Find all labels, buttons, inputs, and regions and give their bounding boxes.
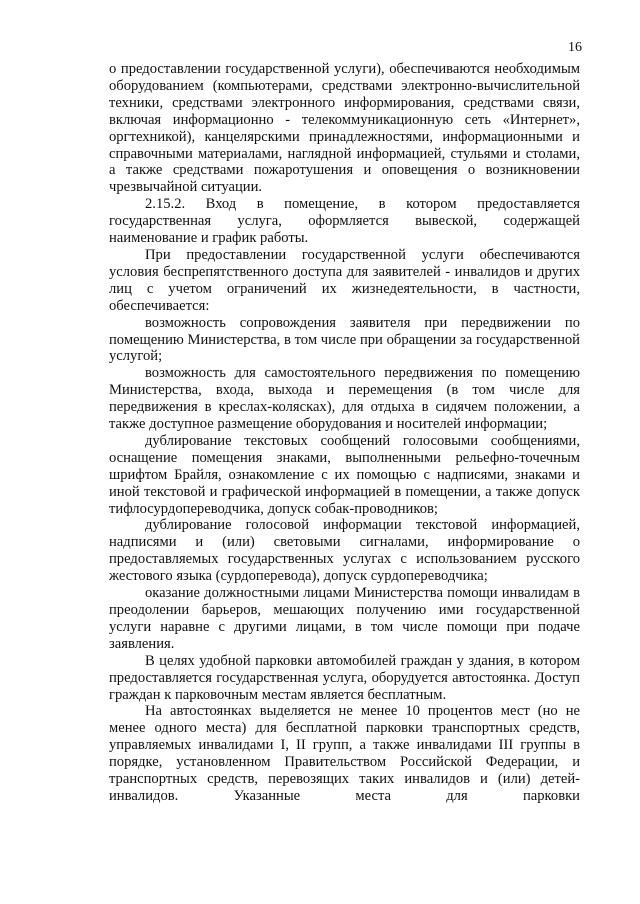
paragraph-parking-quota: На автостоянках выделяется не менее 10 процентов мест (но не менее одного места) для бесплатной парковки транспортных средств, управляемых инвалидами I, II групп, а также инвалидами III группы в порядке, установленном Правительством Российской Федерации, и транспортных средств, перевозящих таких инвалидов и (или) детей-инвалидов. Указанные места для парковки	[109, 703, 580, 804]
document-body	[109, 61, 580, 805]
paragraph-entrance-sign: 2.15.2. Вход в помещение, в котором предоставляется государственная услуга, оформляется вывеской, содержащей наименование и график работы.	[109, 196, 580, 247]
paragraph-staff-assistance: оказание должностными лицами Министерства помощи инвалидам в преодолении барьеров, мешающих получению ими государственной услуги наравне с другими лицами, в том числе помощи при подаче заявления.	[109, 585, 580, 652]
page-number: 16	[568, 40, 582, 55]
paragraph-accessibility-intro: При предоставлении государственной услуги обеспечиваются условия беспрепятственного доступа для заявителей - инвалидов и других лиц с учетом ограничений их жизнедеятельности, в частности, обеспечивается:	[109, 246, 580, 314]
paragraph-voice-duplication: дублирование голосовой информации текстовой информацией, надписями и (или) световыми сигналами, информирование о предоставляемых государственных услугах с использованием русского жестового языка (сурдоперевода), допуск сурдопереводчика;	[109, 517, 580, 585]
paragraph-independent-movement: возможность для самостоятельного передвижения по помещению Министерства, входа, выхода и перемещения (в том числе для передвижения в креслах-колясках), для отдыха в сидячем положении, а также доступное размещение оборудования и носителей информации;	[109, 365, 580, 433]
paragraph-parking: В целях удобной парковки автомобилей граждан у здания, в котором предоставляется государственная услуга, оборудуется автостоянка. Доступ граждан к парковочным местам является бесплатным.	[109, 652, 580, 703]
paragraph-text-duplication: дублирование текстовых сообщений голосовыми сообщениями, оснащение помещения знаками, выполненными рельефно-точечным шрифтом Брайля, ознакомление с их помощью с надписями, знаками и иной текстовой и графической информацией в помещении, а также допуск тифлосурдопереводчика, допуск собак-проводников;	[109, 432, 580, 517]
paragraph-equipment: о предоставлении государственной услуги), обеспечиваются необходимым оборудованием (компьютерами, средствами электронно-вычислительной техники, средствами электронного информирования, средствами связи, включая информационно - телекоммуникационную сеть «Интернет», оргтехникой), канцелярскими принадлежностями, информационными и справочными материалами, наглядной информацией, стульями и столами, а также средствами пожаротушения и оповещения о возникновении чрезвычайной ситуации.	[109, 61, 580, 196]
paragraph-escort: возможность сопровождения заявителя при передвижении по помещению Министерства, в том числе при обращении за государственной услугой;	[109, 314, 580, 365]
